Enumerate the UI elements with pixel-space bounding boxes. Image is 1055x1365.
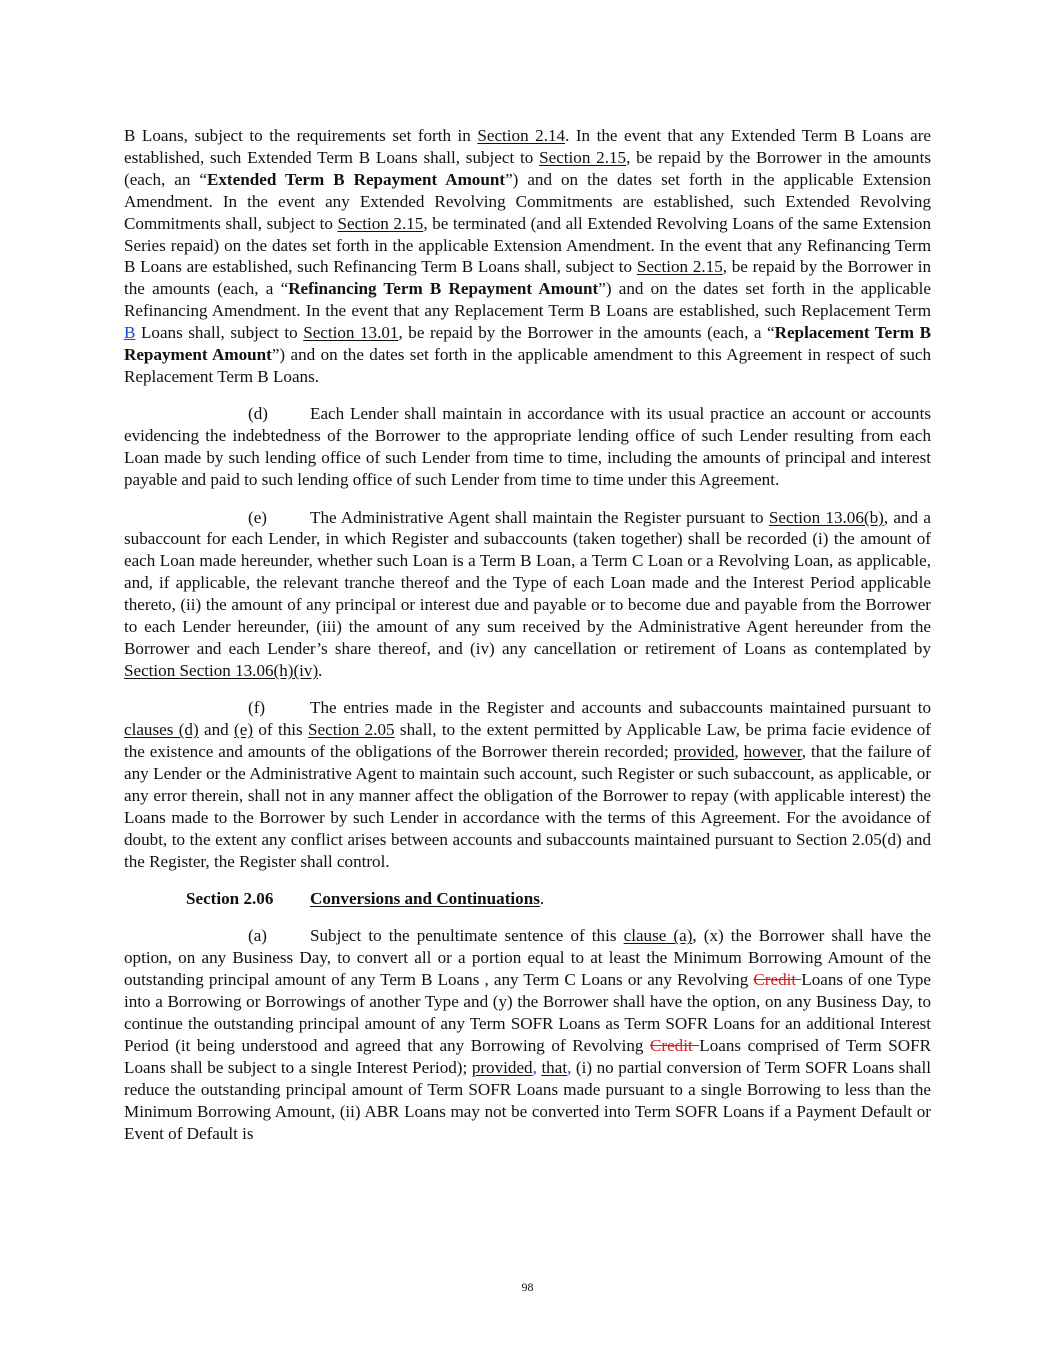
cross-reference: Section 13.06(b) [768,507,884,527]
proviso-term: provided [673,742,735,762]
cross-reference: clause (a) [623,926,693,946]
text-run: Each Lender shall maintain in accordance with its usual practice an account or accounts evidencing the indebtedness of the Borrower to the appropriate lending office of such Lender resulting from each Loan made by such lending office of such Lender from time to time, including the amounts of principal and interest payable and paid to such lending office of such Lender from time to time under this Agreement. [124,404,931,490]
text-run: , be terminated (and all Extended Revolving Loans of the same Extension Series repaid) on the dates set forth in the applicable Extension Amendment. In the event that any Refinancing Term B Loans are established, such Refinancing Term B Loans shall, subject to [124,213,931,277]
tracked-insertion: , [532,1057,537,1077]
text-run: , be repaid by the Borrower in the amounts (each, a “ [124,257,931,299]
defined-term: Replacement Term B Repayment Amount [124,323,931,365]
text-run: shall, to the extent permitted by Applicable Law, be prima facie evidence of the existence and amounts of the obligations of the Borrower therein recorded; [124,720,932,762]
text-run: . [318,660,323,680]
text-run: Loans comprised of Term SOFR Loans shall be subject to a single Interest Period); [124,1035,932,1077]
defined-term: Refinancing Term B Repayment Amount [288,279,599,299]
text-run: B Loans, subject to the requirements set forth in [124,126,478,145]
proviso-term: however [743,742,802,762]
text-run: , that the failure of any Lender or the Administrative Agent to maintain such account, such Register or such subaccount, as applicable, or any error therein, shall not in any manner affect the obligation of the Borrower to repay (with applicable interest) the Loans made to the Borrower by such Lender in accordance with the terms of this Agreement. For the avoidance of doubt, to the extent any conflict arises between accounts and subaccounts maintained pursuant to Section 2.05(d) and the Register, the Register shall control. [124,742,932,871]
text-run: . [539,889,545,908]
clause-label: (e) [248,507,267,527]
cross-reference: Section 2.15 [337,213,424,233]
cross-reference: Section 2.15 [636,257,723,277]
text-run: , (x) the Borrower shall have the option, on any Business Day, to convert all or a portion equal to at least the Minimum Borrowing Amount of the outstanding principal amount of any Term B Loans , any Term C Loans or any Revolving [124,926,931,990]
tracked-insertion: , [567,1057,572,1077]
cross-reference: Section 2.05 [308,720,395,740]
cross-reference: (e) [234,720,254,740]
document-body [124,125,931,1160]
paragraph-f [124,697,931,872]
text-run: ”) and on the dates set forth in the applicable Refinancing Amendment. In the event that any Replacement Term B Loans are established, such Replacement Term [124,279,931,321]
text-run: , be repaid by the Borrower in the amounts (each, an “ [124,147,931,189]
proviso-term: provided [471,1057,533,1077]
text-run: The Administrative Agent shall maintain the Register pursuant to [310,507,769,527]
text-run: ”) and on the dates set forth in the applicable Extension Amendment. In the event any Extended Revolving Commitments are established, such Extended Revolving Commitments shall, subject to [124,169,932,233]
clause-label: (f) [248,698,266,718]
page-number: 98 [521,1280,534,1294]
clause-label: (d) [248,404,268,424]
text-run: ”) and on the dates set forth in the applicable amendment to this Agreement in respect of such Replacement Term B Loans. [124,345,931,386]
cross-reference: Section 13.01 [303,323,399,343]
paragraph-d [124,403,931,491]
cross-reference: Section 2.14 [477,126,566,145]
text-run: , and a subaccount for each Lender, in which Register and subaccounts (taken together) shall be recorded (i) the amount of each Loan made hereunder, whether such Loan is a Term B Loan, a Term C Loan or a Revolving Loan, as applicable, and, if applicable, the relevant tranche thereof and the Type of each Loan made and the Interest Period applicable thereto, (ii) the amount of any principal or interest due and payable or to become due and payable from the Borrower to each Lender hereunder, (iii) the amount of any sum received by the Administrative Agent hereunder from the Borrower and each Lender’s share thereof, and (iv) any cancellation or retirement of Loans as contemplated by [124,507,931,658]
text-run: , be repaid by the Borrower in the amounts (each, a “ [398,323,775,343]
tracked-insertion: B [124,323,136,343]
proviso-term: that [541,1057,568,1077]
section-heading [124,888,931,910]
paragraph-e [124,507,931,682]
text-run: (i) no partial conversion of Term SOFR Loans shall reduce the outstanding principal amount of Term SOFR Loans made pursuant to a single Borrowing to less than the Minimum Borrowing Amount, (ii) ABR Loans may not be converted into Term SOFR Loans if a Payment Default or Event of Default is [124,1057,931,1143]
section-title: Conversions and Continuations [310,889,540,908]
paragraph-c-continuation [124,125,931,388]
text-run: , [734,742,744,762]
tracked-deletion: Credit [649,1035,700,1055]
cross-reference: Section 2.15 [539,147,627,167]
text-run: The entries made in the Register and accounts and subaccounts maintained pursuant to [310,698,931,718]
tracked-deletion: Credit [753,970,802,990]
text-run: Subject to the penultimate sentence of this [310,926,624,946]
text-run: and [198,720,235,740]
cross-reference: Section Section 13.06(h)(iv) [124,660,319,680]
section-number: Section 2.06 [186,889,274,908]
text-run: Loans of one Type into a Borrowing or Borrowings of another Type and (y) the Borrower shall have the option, on any Business Day, to continue the outstanding principal amount of any Term SOFR Loans as Term SOFR Loans for an additional Interest Period (it being understood and agreed that any Borrowing of Revolving [124,970,932,1055]
cross-reference: clauses (d) [124,720,199,740]
clause-label: (a) [248,926,267,946]
text-run: Loans shall, subject to [135,323,304,343]
paragraph-a [124,925,931,1144]
defined-term: Extended Term B Repayment Amount [206,169,506,189]
text-run: . In the event that any Extended Term B Loans are established, such Extended Term B Loans shall, subject to [124,126,931,167]
text-run: of this [253,720,309,740]
